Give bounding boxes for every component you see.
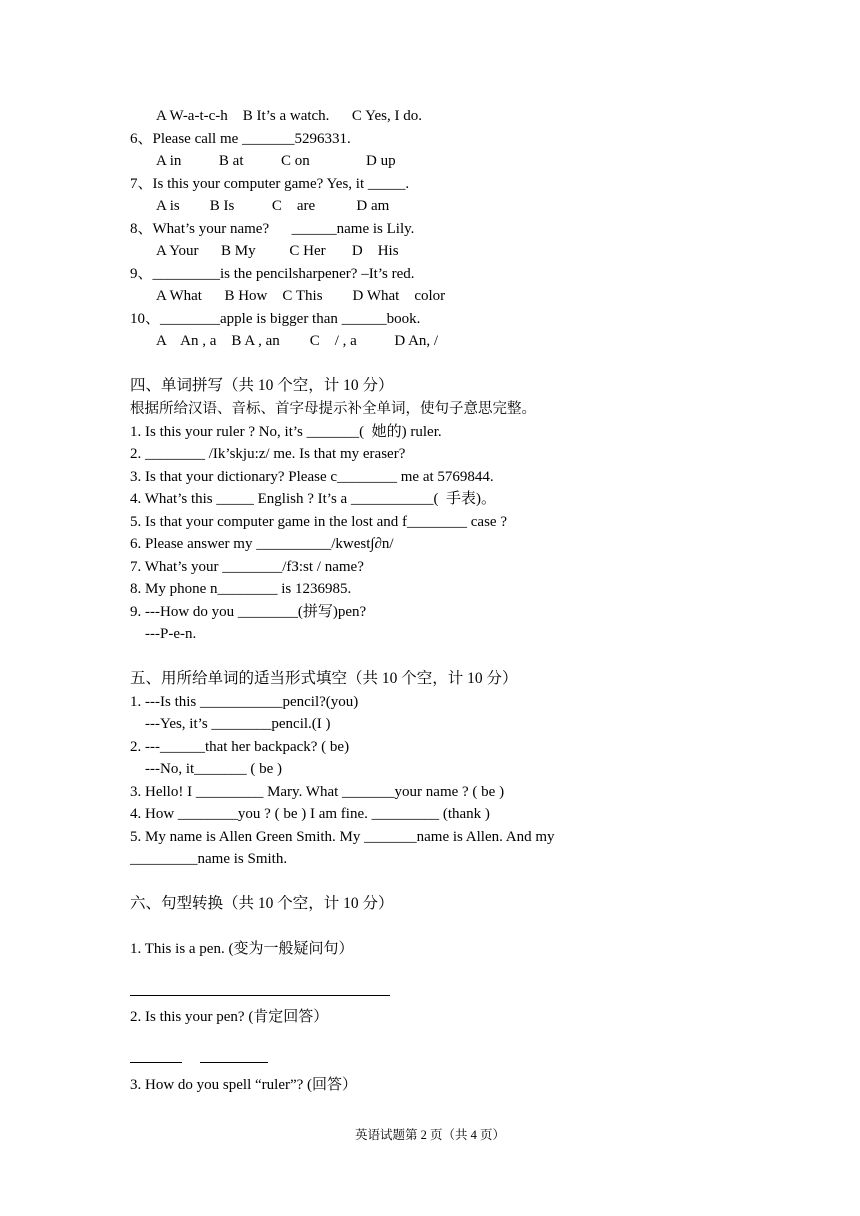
q6-text: 6、Please call me _______5296331. [130,131,351,147]
q10-text: 10、________apple is bigger than ______book. [130,311,421,327]
q7-text: 7、Is this your computer game? Yes, it _____. [130,176,410,192]
s4-item-5: 5. Is that your computer game in the lost and f________ case ? [130,514,507,530]
q8-options: A Your B My C Her D His [156,243,399,259]
s5-item-4: 4. How ________you ? ( be ) I am fine. _________ (thank ) [130,806,490,822]
s4-item-8: 8. My phone n________ is 1236985. [130,581,352,597]
q6-options: A in B at C on D up [156,153,396,169]
s5-item-5-cont: _________name is Smith. [130,851,288,867]
s6-item-3: 3. How do you spell “ruler”? (回答） [130,1077,358,1093]
s5-item-1-answer: ---Yes, it’s ________pencil.(I ) [130,716,331,732]
q9-options: A What B How C This D What color [156,288,446,304]
s4-item-3: 3. Is that your dictionary? Please c________ me at 5769844. [130,469,494,485]
s4-item-4: 4. What’s this _____ English ? It’s a ___________( 手表)。 [130,491,496,507]
s4-item-9: 9. ---How do you ________(拼写)pen? [130,604,367,620]
s4-item-9-answer: ---P-e-n. [130,626,197,642]
s4-item-7: 7. What’s your ________/fЗ:st / name? [130,559,364,575]
s4-item-1: 1. Is this your ruler ? No, it’s _______( 她的) ruler. [130,424,442,440]
s5-item-5: 5. My name is Allen Green Smith. My _______name is Allen. And my [130,829,555,845]
section4-heading: 四、单词拼写（共 10 个空，计 10 分） [130,377,394,394]
s6-answer-line-2a [130,1062,182,1063]
q8-text: 8、What’s your name? ______name is Lily. [130,221,415,237]
s6-item-1: 1. This is a pen. (变为一般疑问句） [130,941,354,957]
s4-item-6: 6. Please answer my __________/kwest∫∂n/ [130,536,394,552]
s5-item-2-answer: ---No, it_______ ( be ) [130,761,283,777]
s4-item-2: 2. ________ /Ik’skju:z/ me. Is that my eraser? [130,446,406,462]
s6-item-2: 2. Is this your pen? (肯定回答） [130,1009,329,1025]
s5-item-3: 3. Hello! I _________ Mary. What _______your name ? ( be ) [130,784,505,800]
s6-answer-line-2b [200,1062,268,1063]
section6-heading: 六、句型转换（共 10 个空，计 10 分） [130,895,394,912]
section4-instruction: 根据所给汉语、音标、首字母提示补全单词，使句子意思完整。 [130,401,536,417]
q10-options: A An , a B A , an C / , a D An, / [156,333,439,349]
q9-text: 9、_________is the pencilsharpener? –It’s red. [130,266,415,282]
q5-options: A W-a-t-c-h B It’s a watch. C Yes, I do. [156,108,422,124]
page-footer: 英语试题第 2 页（共 4 页） [354,1128,505,1142]
q7-options: A is B Is C are D am [156,198,390,214]
s5-item-1: 1. ---Is this ___________pencil?(you) [130,694,359,710]
section5-heading: 五、用所给单词的适当形式填空（共 10 个空，计 10 分） [130,670,518,687]
s6-answer-line-1 [130,995,390,996]
s5-item-2: 2. ---______that her backpack? ( be) [130,739,350,755]
